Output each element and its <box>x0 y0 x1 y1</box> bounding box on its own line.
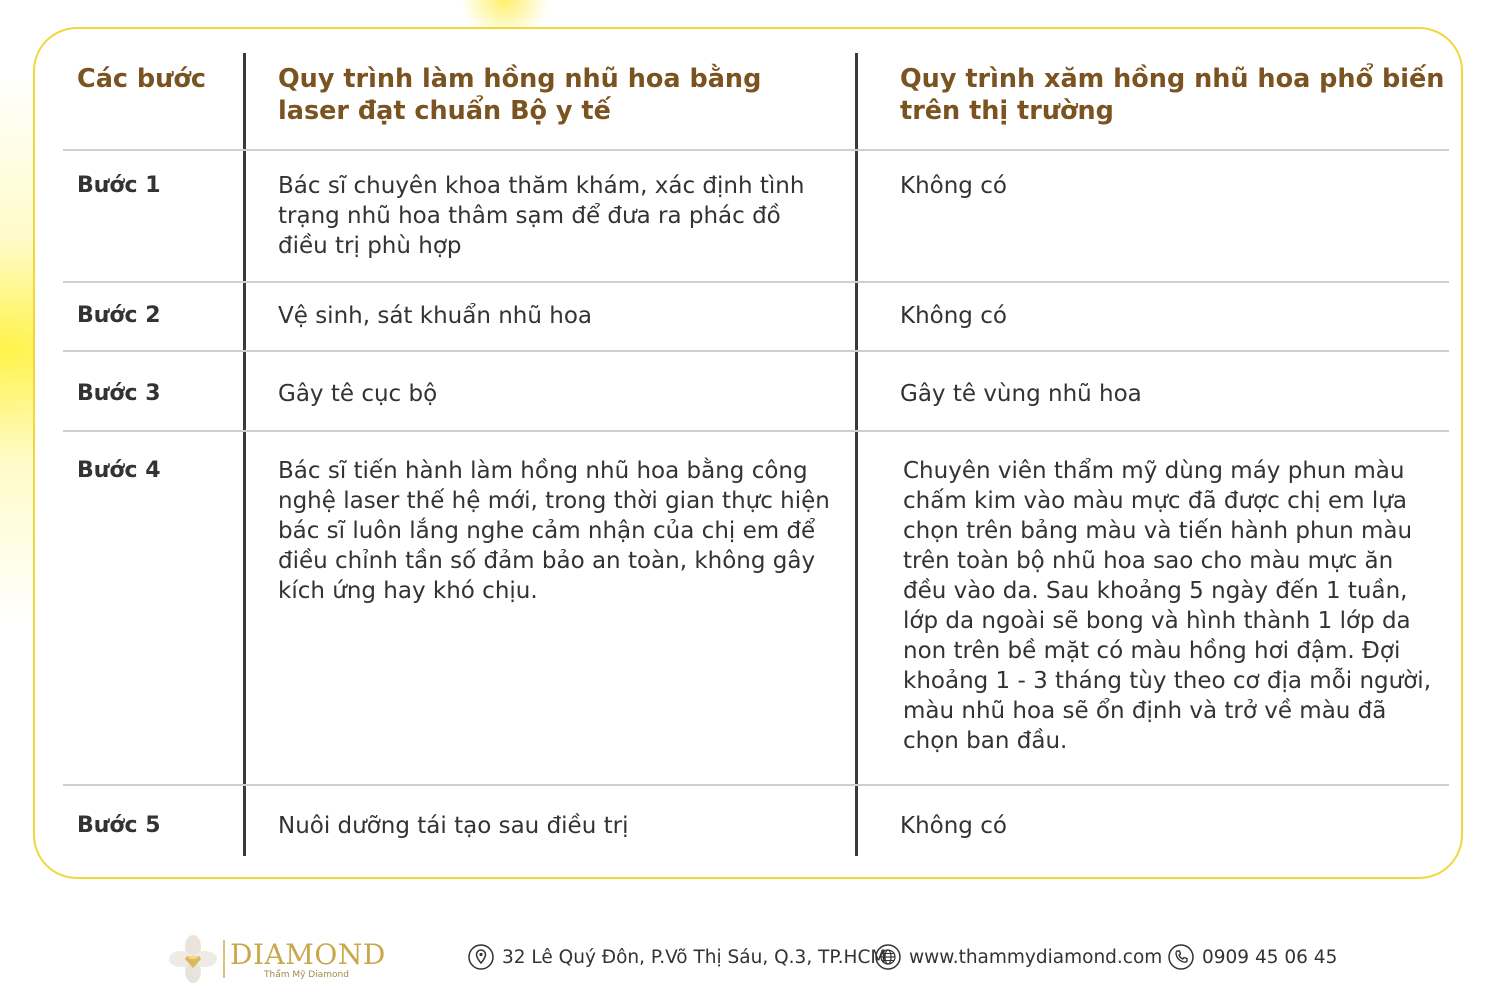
globe-icon <box>875 944 901 970</box>
tattoo-text: Gây tê vùng nhũ hoa <box>900 381 1142 407</box>
website-item[interactable] <box>875 942 1162 972</box>
table-row <box>63 432 1449 786</box>
laser-text: Bác sĩ chuyên khoa thăm khám, xác định tình trạng nhũ hoa thâm sạm để đưa ra phác đồ điều trị phù hợp <box>278 173 805 259</box>
table-header-row <box>63 53 1449 151</box>
phone-item[interactable] <box>1168 942 1337 972</box>
tattoo-text: Không có <box>900 173 1007 199</box>
brand-logo[interactable] <box>168 934 388 984</box>
step-label: Bước 1 <box>77 173 161 198</box>
laser-text: Vệ sinh, sát khuẩn nhũ hoa <box>278 303 592 329</box>
tattoo-cell <box>855 352 1449 430</box>
header-laser: Quy trình làm hồng nhũ hoa bằng laser đạt chuẩn Bộ y tế <box>278 64 762 126</box>
table-row <box>63 786 1449 856</box>
laser-text: Nuôi dưỡng tái tạo sau điều trị <box>278 813 629 839</box>
step-label: Bước 4 <box>77 458 161 483</box>
step-cell <box>63 151 243 281</box>
phone-icon <box>1168 944 1194 970</box>
step-cell <box>63 283 243 350</box>
step-cell <box>63 352 243 430</box>
address-text: 32 Lê Quý Đôn, P.Võ Thị Sáu, Q.3, TP.HCM <box>502 946 887 968</box>
table-row <box>63 352 1449 432</box>
tattoo-cell <box>855 786 1449 856</box>
comparison-card <box>33 27 1463 879</box>
table-row <box>63 283 1449 352</box>
brand-name: DIAMOND <box>230 938 386 971</box>
step-cell <box>63 786 243 856</box>
laser-cell <box>243 786 855 856</box>
step-label: Bước 2 <box>77 303 161 328</box>
footer <box>0 912 1500 1000</box>
header-tattoo: Quy trình xăm hồng nhũ hoa phổ biến trên thị trường <box>900 64 1445 126</box>
tattoo-cell <box>855 432 1449 784</box>
header-cell-steps <box>63 53 243 149</box>
laser-cell <box>243 432 855 784</box>
location-pin-icon <box>468 944 494 970</box>
header-cell-tattoo <box>855 53 1449 149</box>
website-link[interactable]: www.thammydiamond.com <box>909 946 1163 968</box>
tattoo-text: Không có <box>900 303 1007 329</box>
address-item <box>468 942 886 972</box>
tattoo-text: Không có <box>900 813 1007 839</box>
diamond-flower-logo-icon <box>168 934 218 984</box>
laser-text: Bác sĩ tiến hành làm hồng nhũ hoa bằng công nghệ laser thế hệ mới, trong thời gian thực hiện bác sĩ luôn lắng nghe cảm nhận của chị em để điều chỉnh tần số đảm bảo an toàn, không gây kích ứng hay khó chịu. <box>278 458 830 604</box>
header-cell-laser <box>243 53 855 149</box>
tattoo-cell <box>855 151 1449 281</box>
tattoo-cell <box>855 283 1449 350</box>
laser-text: Gây tê cục bộ <box>278 381 438 407</box>
laser-cell <box>243 352 855 430</box>
tattoo-text: Chuyên viên thẩm mỹ dùng máy phun màu chấm kim vào màu mực đã được chị em lựa chọn trên bảng màu và tiến hành phun màu trên toàn bộ nhũ hoa sao cho màu mực ăn đều vào da. Sau khoảng 5 ngày đến 1 tuần, lớp da ngoài sẽ bong và hình thành 1 lớp da non trên bề mặt có màu hồng hơi đậm. Đợi khoảng 1 - 3 tháng tùy theo cơ địa mỗi người, màu nhũ hoa sẽ ổn định và trở về màu đã chọn ban đầu. <box>903 458 1432 754</box>
step-cell <box>63 432 243 784</box>
laser-cell <box>243 283 855 350</box>
logo-divider <box>223 940 225 978</box>
step-label: Bước 3 <box>77 381 161 406</box>
phone-number[interactable]: 0909 45 06 45 <box>1202 946 1338 968</box>
step-label: Bước 5 <box>77 813 161 838</box>
brand-subtitle: Thẩm Mỹ Diamond <box>264 970 349 980</box>
laser-cell <box>243 151 855 281</box>
table-row <box>63 151 1449 283</box>
header-steps: Các bước <box>77 64 206 94</box>
comparison-table <box>63 53 1449 856</box>
